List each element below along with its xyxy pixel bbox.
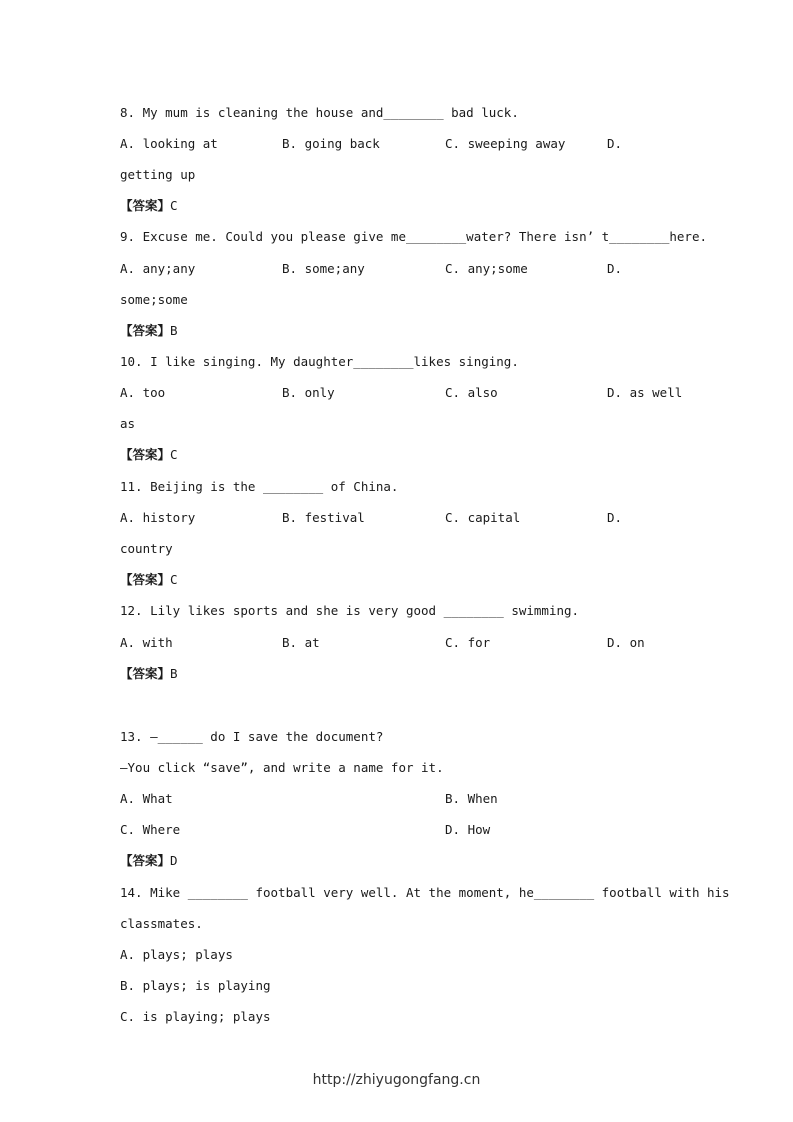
question-8-stem: 8. My mum is cleaning the house and________ bad luck.	[120, 105, 519, 120]
answer-value: C	[170, 572, 178, 587]
answer-value: D	[170, 853, 178, 868]
question-10-option-d-text: as	[120, 416, 136, 431]
answer-tag: 【答案】	[120, 666, 171, 681]
question-11-option-b: B. festival	[282, 510, 365, 525]
question-13-option-d: D. How	[445, 822, 491, 837]
question-8-option-a: A. looking at	[120, 136, 218, 151]
question-9-option-d-text: some;some	[120, 292, 188, 307]
question-13-answer	[120, 853, 178, 869]
question-8-option-d: D.	[607, 136, 623, 151]
question-12-answer	[120, 666, 178, 682]
question-14-option-a: A. plays; plays	[120, 947, 233, 962]
question-10-option-c: C. also	[445, 385, 498, 400]
question-11-answer	[120, 572, 178, 588]
question-10-stem: 10. I like singing. My daughter________likes singing.	[120, 354, 519, 369]
question-8-option-b: B. going back	[282, 136, 380, 151]
answer-tag: 【答案】	[120, 198, 171, 213]
question-14-stem: 14. Mike ________ football very well. At the moment, he________ football with his	[120, 885, 730, 900]
question-9-option-a: A. any;any	[120, 261, 196, 276]
question-11-option-a: A. history	[120, 510, 196, 525]
question-11-option-d-text: country	[120, 541, 173, 556]
question-12-option-a: A. with	[120, 635, 173, 650]
question-9-answer	[120, 323, 178, 339]
question-13-stem: 13. —______ do I save the document?	[120, 729, 384, 744]
question-10-answer	[120, 447, 178, 463]
question-12-option-d: D. on	[607, 635, 645, 650]
answer-value: B	[170, 666, 178, 681]
question-9-option-c: C. any;some	[445, 261, 528, 276]
question-10-option-d: D. as well	[607, 385, 683, 400]
question-13-option-c: C. Where	[120, 822, 181, 837]
question-9-stem: 9. Excuse me. Could you please give me________water? There isn’ t________here.	[120, 229, 707, 244]
question-11-stem: 11. Beijing is the ________ of China.	[120, 479, 399, 494]
question-12-option-b: B. at	[282, 635, 320, 650]
answer-tag: 【答案】	[120, 323, 171, 338]
question-13-reply: —You click “save”, and write a name for it.	[120, 760, 444, 775]
question-13-option-b: B. When	[445, 791, 498, 806]
footer-url: http://zhiyugongfang.cn	[312, 1072, 481, 1088]
question-9-option-d: D.	[607, 261, 623, 276]
answer-tag: 【答案】	[120, 853, 171, 868]
answer-tag: 【答案】	[120, 447, 171, 462]
question-10-option-a: A. too	[120, 385, 166, 400]
question-11-option-d: D.	[607, 510, 623, 525]
question-13-option-a: A. What	[120, 791, 173, 806]
question-11-option-c: C. capital	[445, 510, 521, 525]
question-12-stem: 12. Lily likes sports and she is very good ________ swimming.	[120, 603, 580, 618]
question-14-option-c: C. is playing; plays	[120, 1009, 271, 1024]
question-12-option-c: C. for	[445, 635, 491, 650]
answer-value: C	[170, 198, 178, 213]
question-14-option-b: B. plays; is playing	[120, 978, 271, 993]
question-8-answer	[120, 198, 178, 214]
answer-tag: 【答案】	[120, 572, 171, 587]
question-10-option-b: B. only	[282, 385, 335, 400]
answer-value: B	[170, 323, 178, 338]
answer-value: C	[170, 447, 178, 462]
question-14-stem-cont: classmates.	[120, 916, 203, 931]
question-8-option-d-text: getting up	[120, 167, 196, 182]
question-9-option-b: B. some;any	[282, 261, 365, 276]
question-8-option-c: C. sweeping away	[445, 136, 566, 151]
